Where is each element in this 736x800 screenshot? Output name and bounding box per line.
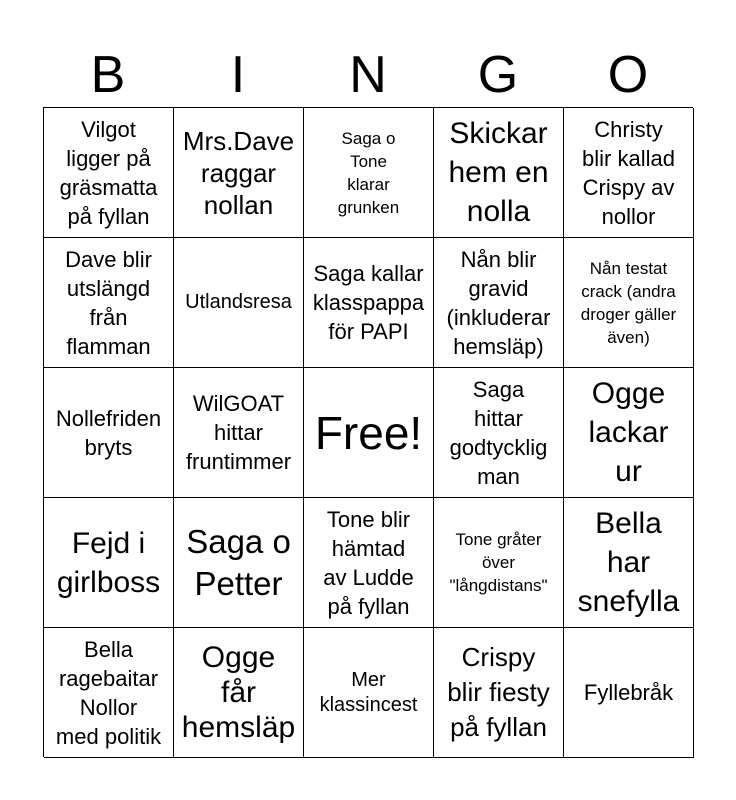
bingo-cell[interactable] [434, 108, 564, 238]
header-letter-g: G [477, 46, 519, 104]
cell-text: WilGOAT hittar fruntimmer [185, 391, 292, 474]
cell-text: Fejd i girlboss [56, 526, 161, 599]
cell-text: Ogge får hemsläp [181, 641, 296, 744]
cell-text: Utlandsresa [185, 291, 292, 313]
bingo-cell[interactable] [564, 238, 694, 368]
bingo-cell[interactable] [174, 238, 304, 368]
cell-text: Christy blir kallad Crispy av nollor [582, 116, 675, 229]
bingo-header [43, 44, 693, 106]
bingo-cell[interactable] [434, 368, 564, 498]
cell-text: Skickar hem en nolla [448, 117, 549, 228]
bingo-cell[interactable] [564, 628, 694, 758]
cell-text: Saga kallar klasspappa för PAPI [312, 261, 425, 344]
free-space-text: Free! [314, 406, 423, 459]
bingo-cell[interactable] [564, 498, 694, 628]
bingo-cell[interactable] [44, 498, 174, 628]
bingo-grid [43, 107, 693, 757]
bingo-cell[interactable] [44, 628, 174, 758]
cell-text: Ogge lackar ur [588, 377, 669, 488]
cell-text: Nån blir gravid (inkluderar hemsläp) [446, 246, 551, 359]
cell-text: Tone gråter över "långdistans" [449, 530, 548, 595]
cell-text: Crispy blir fiesty på fyllan [447, 642, 550, 742]
cell-text: Saga o Tone klarar grunken [337, 128, 400, 217]
bingo-cell[interactable] [304, 108, 434, 238]
cell-text: Mer klassincest [319, 668, 418, 716]
header-letter-b: B [90, 46, 126, 104]
bingo-cell[interactable] [174, 368, 304, 498]
bingo-cell[interactable] [434, 238, 564, 368]
bingo-cell[interactable] [564, 368, 694, 498]
header-letter-o: O [607, 46, 649, 104]
cell-text: Vilgot ligger på gräsmatta på fyllan [59, 116, 158, 229]
bingo-cell[interactable] [44, 108, 174, 238]
cell-text: Bella ragebaitar Nollor med politik [55, 636, 162, 749]
cell-text: Mrs.Dave raggar nollan [182, 125, 295, 220]
cell-text: Tone blir hämtad av Ludde på fyllan [323, 506, 414, 619]
bingo-cell[interactable] [174, 628, 304, 758]
header-letter-n: N [349, 46, 387, 104]
cell-text: Bella har snefylla [577, 507, 680, 618]
bingo-cell[interactable] [304, 498, 434, 628]
cell-text: Nollefriden bryts [55, 405, 162, 460]
bingo-cell[interactable] [44, 238, 174, 368]
bingo-cell[interactable] [564, 108, 694, 238]
bingo-cell[interactable] [434, 628, 564, 758]
header-letter-i: I [230, 46, 246, 104]
cell-text: Nån testat crack (andra droger gäller även) [580, 258, 677, 347]
cell-text: Saga o Petter [186, 522, 291, 602]
bingo-cell[interactable] [304, 628, 434, 758]
bingo-cell[interactable] [174, 498, 304, 628]
bingo-cell[interactable] [44, 368, 174, 498]
bingo-cell[interactable] [304, 238, 434, 368]
bingo-cell-free[interactable] [304, 368, 434, 498]
cell-text: Fyllebråk [583, 680, 674, 705]
cell-text: Dave blir utslängd från flamman [65, 246, 152, 359]
cell-text: Saga hittar godtycklig man [449, 376, 548, 489]
bingo-cell[interactable] [434, 498, 564, 628]
bingo-cell[interactable] [174, 108, 304, 238]
